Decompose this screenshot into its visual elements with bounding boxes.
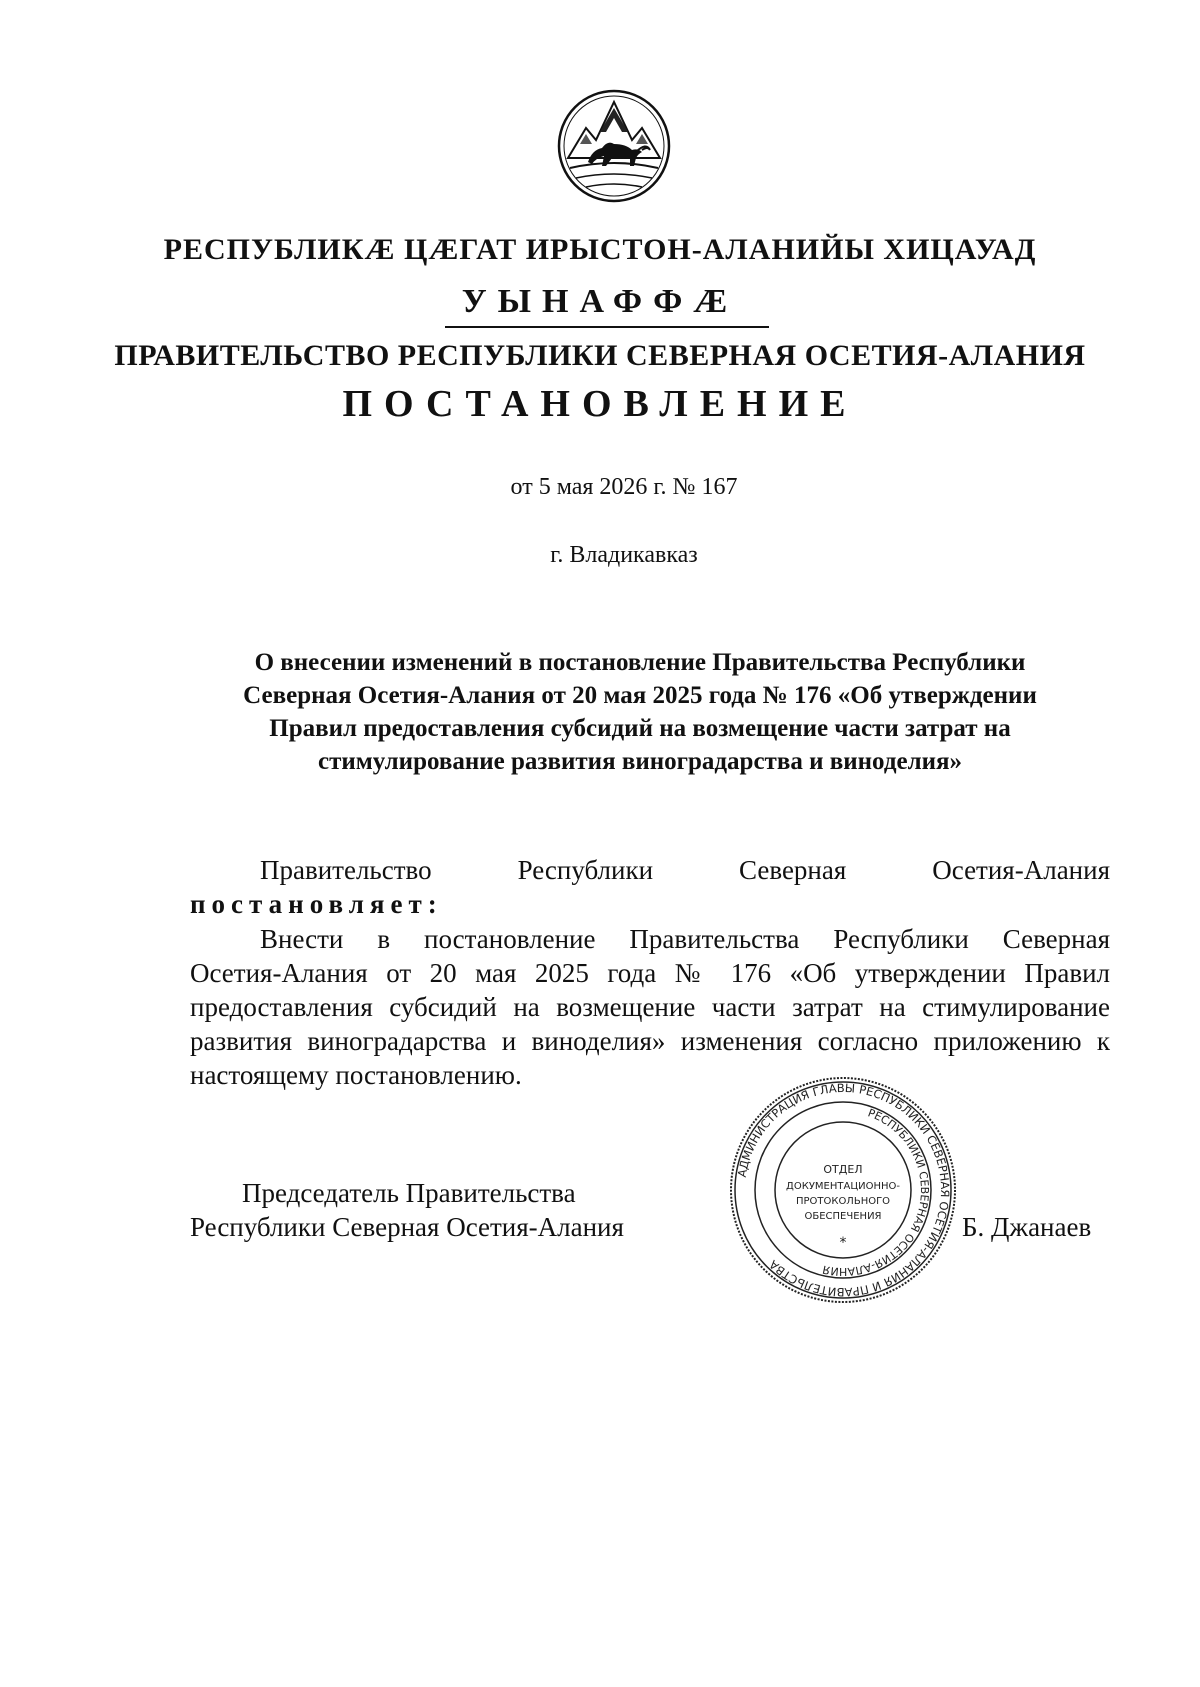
signer-position xyxy=(190,1176,624,1244)
preamble-paragraph xyxy=(190,853,1110,921)
signer-name: Б. Джанаев xyxy=(962,1212,1092,1242)
decree-title-line: стимулирование развития виноградарства и виноделия» xyxy=(317,748,963,775)
resolution-paragraph xyxy=(190,922,1110,1092)
resolution-line: предоставления субсидий на возмещение части затрат на стимулирование xyxy=(190,992,1110,1022)
resolution-line: развития виноградарства и виноделия» изменения согласно приложению к xyxy=(190,1026,1110,1056)
stamp-outer-text: АДМИНИСТРАЦИЯ ГЛАВЫ РЕСПУБЛИКИ СЕВЕРНАЯ ОСЕТИЯ-АЛАНИЯ И ПРАВИТЕЛЬСТВА xyxy=(734,1080,953,1300)
preamble-word: Республики xyxy=(517,855,654,885)
signer-position-line: Председатель Правительства xyxy=(242,1178,576,1208)
resolution-line: Осетия-Алания от 20 мая 2025 года № 176 «Об утверждении Правил xyxy=(190,958,1110,988)
coat-of-arms-icon xyxy=(556,88,672,204)
russian-decree-title: ПОСТАНОВЛЕНИЕ xyxy=(342,383,858,425)
stamp-star: * xyxy=(839,1235,847,1251)
preamble-word: Осетия-Алания xyxy=(932,855,1110,885)
stamp-center-line: ПРОТОКОЛЬНОГО xyxy=(795,1196,891,1207)
preamble-line xyxy=(190,853,1110,887)
signer-position-line: Республики Северная Осетия-Алания xyxy=(190,1212,624,1242)
resolution-line: настоящему постановлению. xyxy=(190,1060,522,1090)
decree-title xyxy=(190,646,1090,778)
decree-date-number-text: от 5 мая 2026 г. № 167 xyxy=(510,474,738,500)
stamp-center-line: ОБЕСПЕЧЕНИЯ xyxy=(804,1211,882,1222)
official-stamp-icon xyxy=(728,1075,958,1305)
decree-date-number xyxy=(0,474,1200,501)
decree-title-line: Правил предоставления субсидий на возмещение части затрат на xyxy=(269,715,1011,742)
ossetian-government-name: РЕСПУБЛИКÆ ЦÆГАТ ИРЫСТОН-АЛАНИЙЫ ХИЦАУАД xyxy=(163,233,1037,266)
ossetian-decree-title: УЫНАФФÆ xyxy=(461,283,739,320)
header-divider xyxy=(445,326,769,328)
preamble-word: Северная xyxy=(739,855,847,885)
stamp-center-line: ДОКУМЕНТАЦИОННО- xyxy=(786,1181,900,1192)
decree-city-text: г. Владикавказ xyxy=(550,542,698,568)
decree-title-line: Северная Осетия-Алания от 20 мая 2025 года № 176 «Об утверждении xyxy=(243,682,1037,709)
decree-city xyxy=(0,542,1200,569)
stamp-inner-text: РЕСПУБЛИКИ СЕВЕРНАЯ ОСЕТИЯ-АЛАНИЯ xyxy=(821,1106,932,1279)
resolution-line: Внести в постановление Правительства Республики Северная xyxy=(260,924,1110,954)
preamble-word: Правительство xyxy=(260,855,432,885)
resolves-keyword: постановляет: xyxy=(190,889,443,919)
stamp-center-line: ОТДЕЛ xyxy=(823,1163,863,1176)
russian-government-name: ПРАВИТЕЛЬСТВО РЕСПУБЛИКИ СЕВЕРНАЯ ОСЕТИЯ-АЛАНИЯ xyxy=(114,339,1086,372)
decree-title-line: О внесении изменений в постановление Правительства Республики xyxy=(254,649,1026,676)
